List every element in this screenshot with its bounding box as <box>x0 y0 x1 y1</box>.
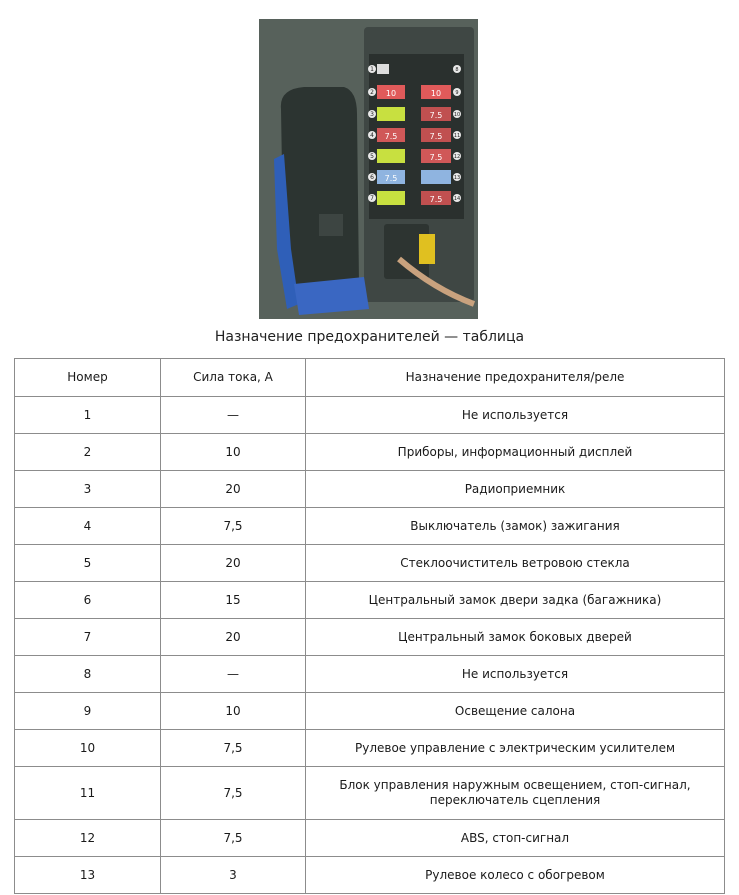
cell-number: 4 <box>15 508 161 545</box>
cell-purpose: Освещение салона <box>306 693 725 730</box>
cell-purpose: Рулевое колесо с обогревом <box>306 857 725 894</box>
cell-number: 10 <box>15 730 161 767</box>
fuse-label: 7.5 <box>429 111 443 120</box>
slot-number: 5 <box>370 153 374 160</box>
cell-purpose: Центральный замок двери задка (багажника) <box>306 582 725 619</box>
cell-purpose: Центральный замок боковых дверей <box>306 619 725 656</box>
fuse-label: 10 <box>430 89 442 98</box>
slot-number: 1 <box>370 66 374 73</box>
slot-number: 8 <box>455 67 459 73</box>
cell-number: 7 <box>15 619 161 656</box>
cell-number: 3 <box>15 471 161 508</box>
cell-purpose: Выключатель (замок) зажигания <box>306 508 725 545</box>
fuse-label: 7.5 <box>384 132 398 141</box>
cell-purpose-line: переключатель сцепления <box>429 793 601 807</box>
cell-amperage: — <box>161 397 306 434</box>
cell-amperage: 10 <box>161 434 306 471</box>
table-row <box>15 693 725 730</box>
cell-amperage: 7,5 <box>161 767 306 820</box>
left-fuse-column <box>377 64 405 205</box>
fuse-label: 7.5 <box>429 195 443 204</box>
fuse-label: 10 <box>385 89 397 98</box>
slot-number: 4 <box>370 132 374 139</box>
fuse-box-photo <box>259 19 478 319</box>
slot-number: 11 <box>453 133 461 139</box>
cell-amperage: 20 <box>161 545 306 582</box>
fuse-label: 7.5 <box>384 174 398 183</box>
slot-number: 9 <box>455 90 459 96</box>
cell-amperage: 15 <box>161 582 306 619</box>
cell-amperage: 20 <box>161 471 306 508</box>
cell-purpose: Рулевое управление с электрическим усилителем <box>306 730 725 767</box>
cell-purpose: Не используется <box>306 397 725 434</box>
cell-purpose: Стеклоочиститель ветровою стекла <box>306 545 725 582</box>
cell-number: 1 <box>15 397 161 434</box>
slot-number: 10 <box>453 112 461 118</box>
cell-amperage: 10 <box>161 693 306 730</box>
cell-number: 13 <box>15 857 161 894</box>
table-header-row <box>15 359 725 397</box>
cell-number: 9 <box>15 693 161 730</box>
cell-number: 11 <box>15 767 161 820</box>
header-number: Номер <box>15 359 161 397</box>
table-row <box>15 545 725 582</box>
fuse-assignment-table <box>14 358 725 894</box>
slot-number: 6 <box>370 174 374 181</box>
cell-amperage: 20 <box>161 619 306 656</box>
cell-number: 8 <box>15 656 161 693</box>
cell-number: 2 <box>15 434 161 471</box>
cell-number: 12 <box>15 820 161 857</box>
table-row <box>15 857 725 894</box>
slot-number: 12 <box>453 154 461 160</box>
slot-number: 2 <box>370 89 374 96</box>
header-purpose: Назначение предохранителя/реле <box>306 359 725 397</box>
header-amperage: Сила тока, А <box>161 359 306 397</box>
table-row <box>15 508 725 545</box>
table-row <box>15 656 725 693</box>
slot-number: 14 <box>453 196 461 202</box>
cell-amperage: 7,5 <box>161 730 306 767</box>
table-row <box>15 471 725 508</box>
cell-amperage: — <box>161 656 306 693</box>
slot-number: 3 <box>370 111 374 118</box>
cell-amperage: 7,5 <box>161 820 306 857</box>
cell-number: 5 <box>15 545 161 582</box>
table-row <box>15 434 725 471</box>
cell-purpose <box>306 767 725 820</box>
table-row <box>15 619 725 656</box>
cell-purpose: Приборы, информационный дисплей <box>306 434 725 471</box>
slot-number: 13 <box>453 175 461 181</box>
cell-purpose: Не используется <box>306 656 725 693</box>
fuse-label: 7.5 <box>429 132 443 141</box>
fuse-label: 7.5 <box>429 153 443 162</box>
table-row <box>15 582 725 619</box>
slot-number: 7 <box>370 195 374 202</box>
table-row <box>15 820 725 857</box>
cell-amperage: 7,5 <box>161 508 306 545</box>
table-row <box>15 767 725 820</box>
cell-purpose: Радиоприемник <box>306 471 725 508</box>
table-row <box>15 730 725 767</box>
cell-purpose: ABS, стоп-сигнал <box>306 820 725 857</box>
table-caption: Назначение предохранителей — таблица <box>214 329 525 345</box>
cell-number: 6 <box>15 582 161 619</box>
table-row <box>15 397 725 434</box>
cell-amperage: 3 <box>161 857 306 894</box>
cell-purpose-line: Блок управления наружным освещением, стоп-сигнал, <box>339 778 691 792</box>
